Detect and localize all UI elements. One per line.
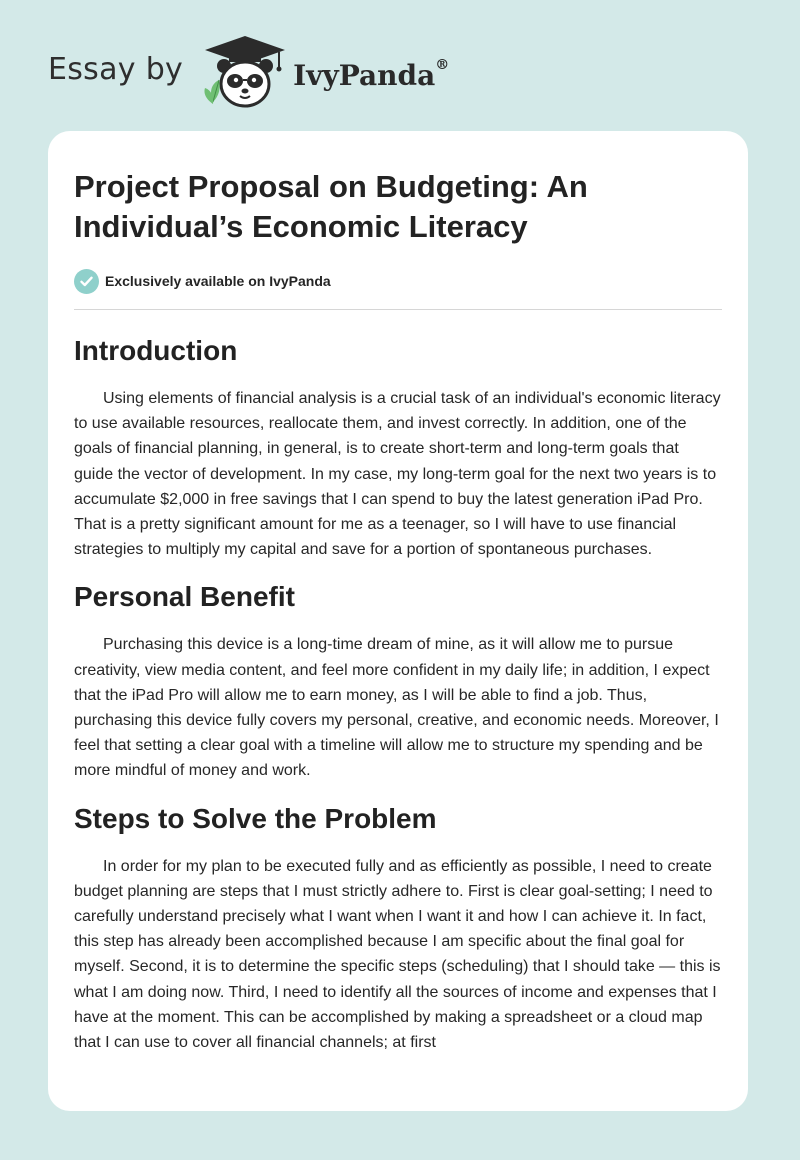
panda-graduate-icon — [199, 34, 291, 110]
brand-header[interactable] — [48, 34, 449, 110]
paragraph-steps: In order for my plan to be executed fully and as efficiently as possible, I need to create budget planning are steps that I must strictly adhere to. First is clear goal-setting; I need to carefully understand precisely what I want when I want it and how I can achieve it. In fact, this step has already been accomplished because I am specific about the final goal for myself. Second, it is to determine the specific steps (scheduling) that I should take — this is what I am doing now. Third, I need to identify all the sources of income and expenses that I have at the moment. This can be accomplished by making a spreadsheet or a cloud map that I can use to cover all financial channels; at first — [74, 857, 721, 1052]
brand-prefix: Essay by — [48, 51, 184, 87]
heading-steps: Steps to Solve the Problem — [74, 802, 437, 834]
exclusive-badge — [74, 267, 722, 295]
divider — [74, 309, 722, 310]
brand-name — [293, 56, 450, 92]
brand-name-text: IvyPanda — [293, 58, 436, 92]
heading-introduction: Introduction — [74, 335, 238, 366]
registered-mark: ® — [435, 56, 450, 73]
exclusive-label: Exclusively available on IvyPanda — [105, 273, 331, 289]
essay-card — [48, 131, 748, 1111]
paragraph-personal-benefit: Purchasing this device is a long-time dream of mine, as it will allow me to pursue creativity, view media content, and feel more confident in my daily life; in addition, I expect that the iPad Pro will allow me to earn money, as I will be able to find a job. Thus, purchasing this device fully covers my personal, creative, and economic needs. Moreover, I feel that setting a clear goal with a timeline will allow me to structure my spending and be more mindful of money and work. — [74, 636, 719, 780]
checkmark-icon — [74, 269, 99, 294]
paragraph-introduction: Using elements of financial analysis is a crucial task of an individual's economic literacy to use available resources, reallocate them, and invest correctly. In addition, one of the goals of financial planning, in general, is to create short-term and long-term goals that guide the vector of development. In my case, my long-term goal for the next two years is to accumulate $2,000 in free savings that I can spend to buy the latest generation iPad Pro. That is a pretty significant amount for me as a teenager, so I will have to use financial strategies to multiply my capital and save for a portion of spontaneous purchases. — [74, 390, 721, 559]
heading-personal-benefit: Personal Benefit — [74, 581, 295, 613]
essay-title: Project Proposal on Budgeting: An Individual’s Economic Literacy — [74, 169, 588, 244]
